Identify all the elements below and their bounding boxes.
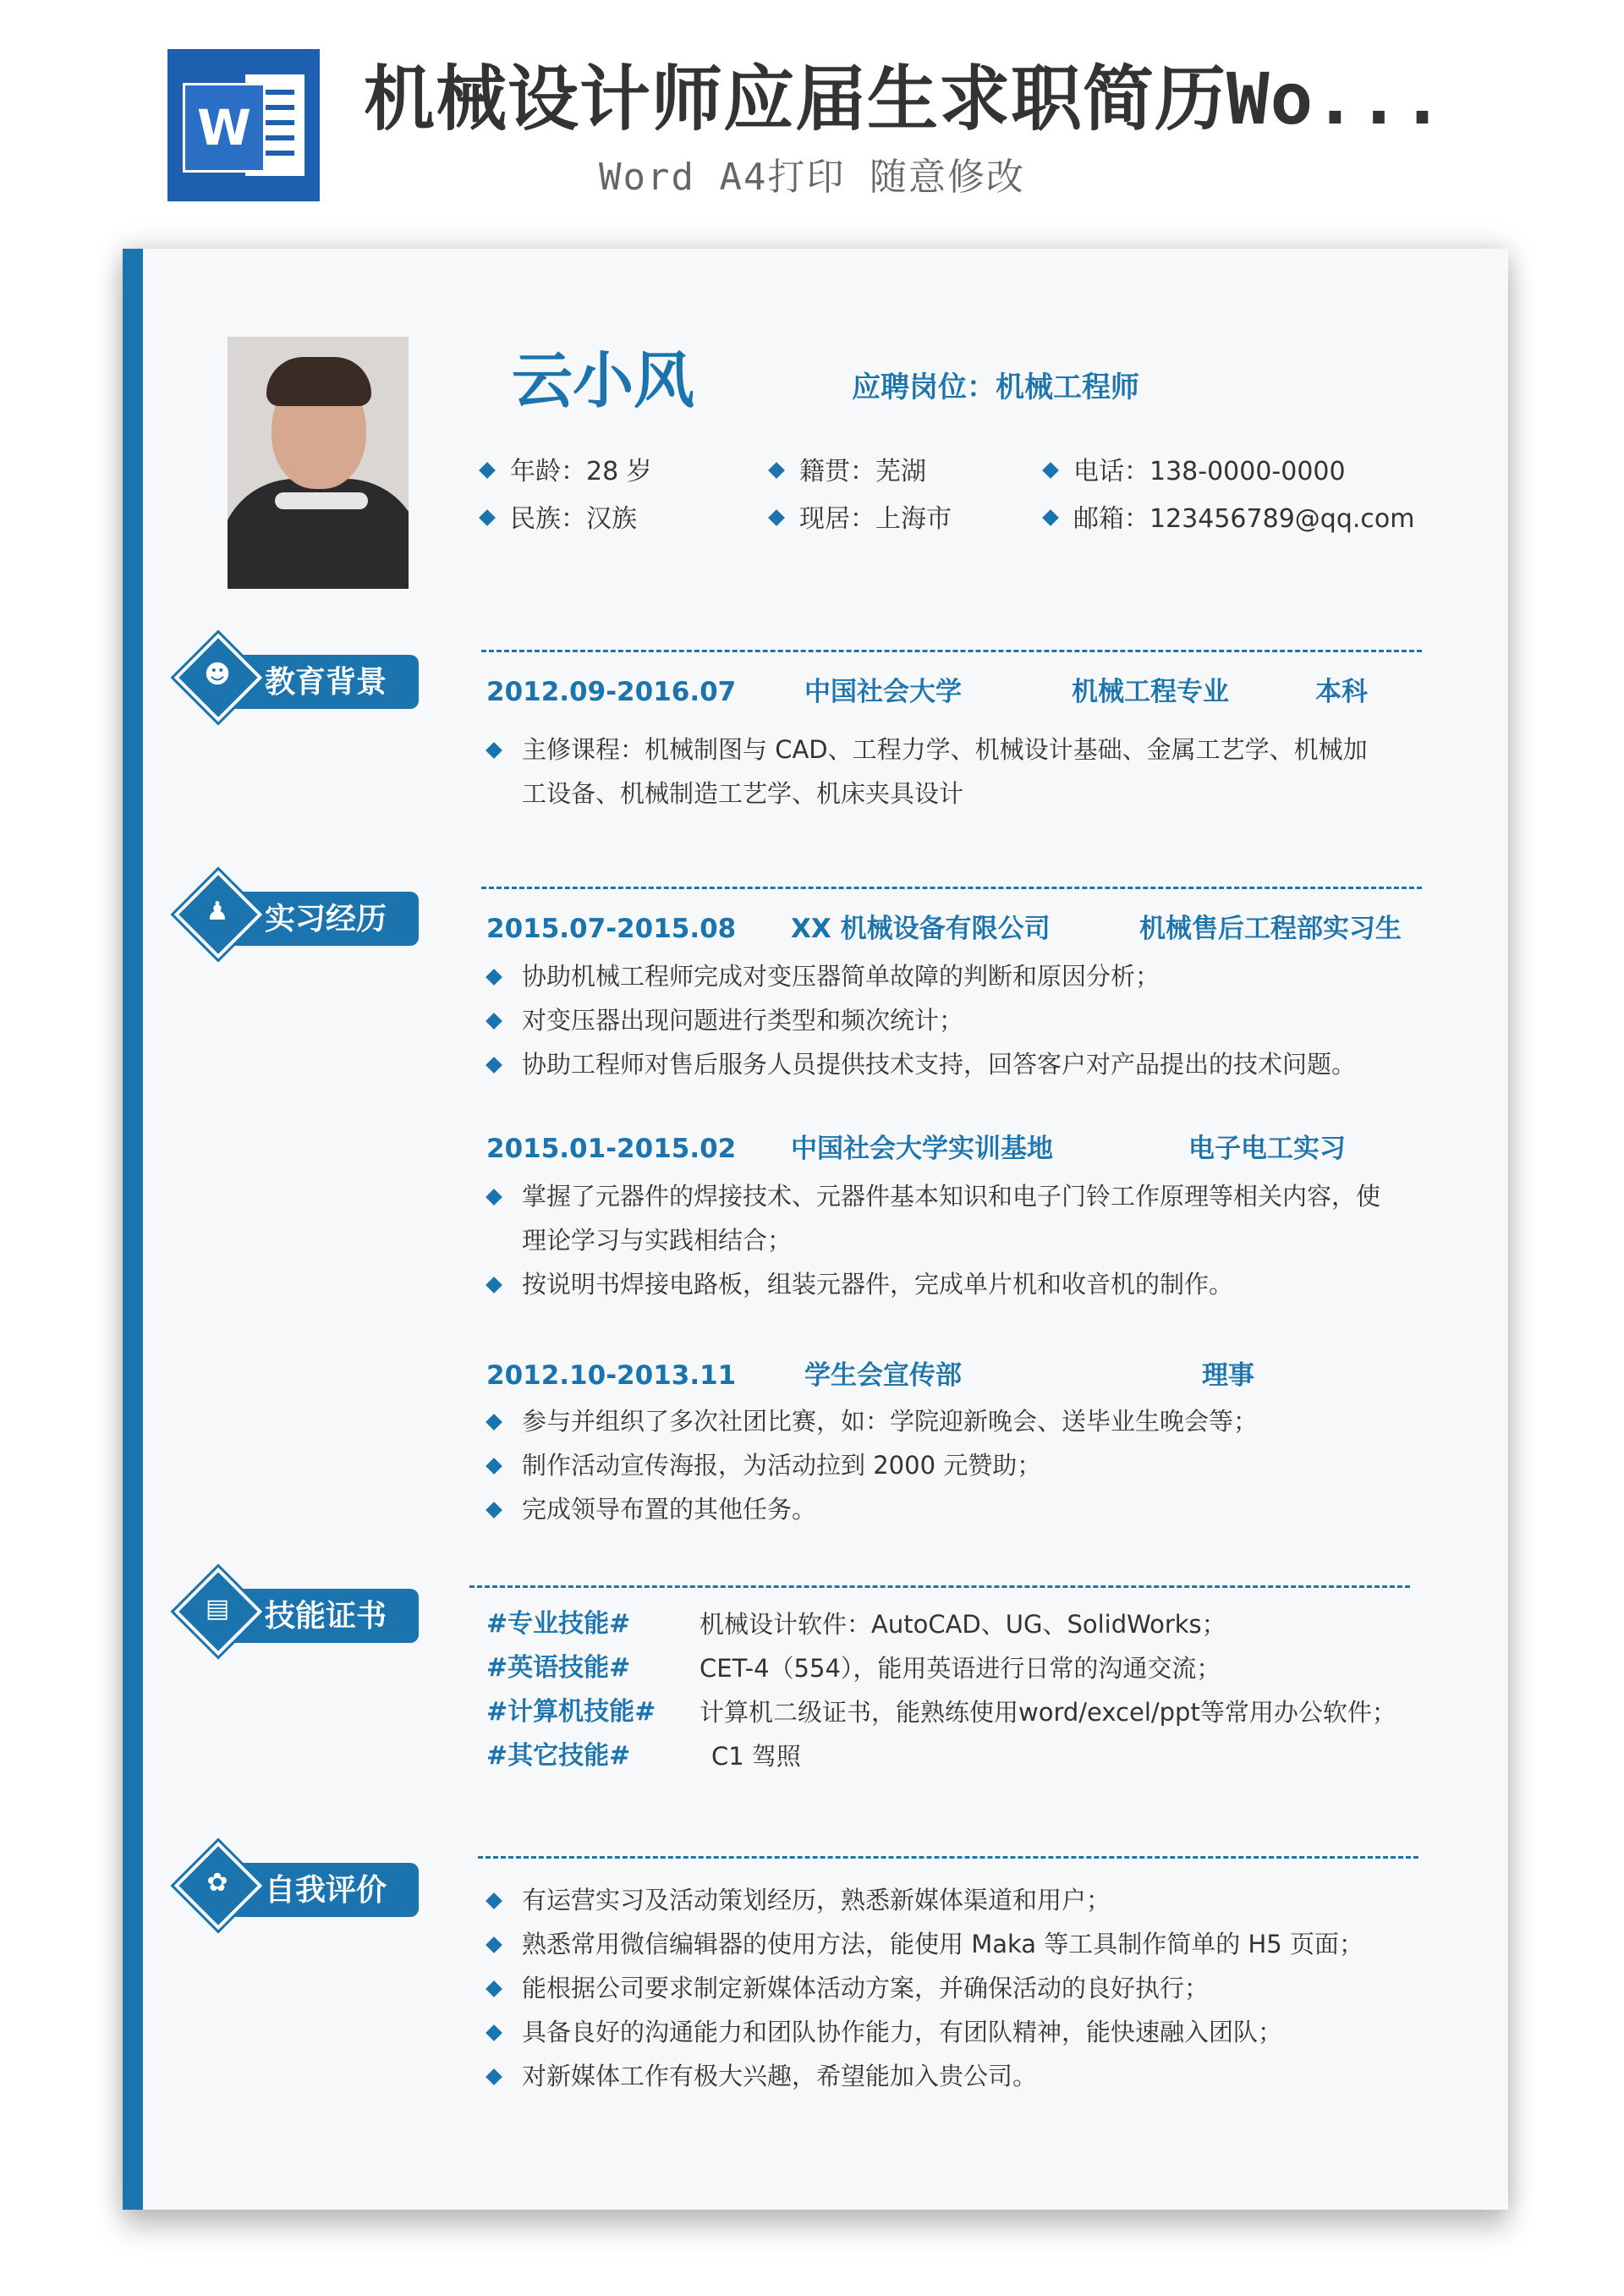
section-education xyxy=(175,634,497,711)
diamond-bullet-icon xyxy=(479,462,496,479)
skill-key: #英语技能# xyxy=(486,1653,631,1683)
diamond-bullet-icon xyxy=(486,1936,502,1953)
diamond-bullet-icon xyxy=(486,1414,502,1431)
diamond-bullet-icon xyxy=(768,509,785,526)
diamond-bullet-icon xyxy=(486,2068,502,2085)
list-item: 掌握了元器件的焊接技术、元器件基本知识和电子门铃工作原理等相关内容，使 理论学习与实践相结合； xyxy=(488,1174,1554,1262)
list-item: 参与并组织了多次社团比赛，如：学院迎新晚会、送毕业生晚会等； xyxy=(488,1399,1554,1443)
list-item: 具备良好的沟通能力和团队协作能力，有团队精神，能快速融入团队； xyxy=(488,2010,1554,2054)
info-email: 邮箱：123456789@qq.com xyxy=(1045,503,1414,536)
section-title-education: 教育背景 xyxy=(265,665,387,700)
job3-org: 学生会宣传部 xyxy=(804,1360,962,1391)
skill-value: 机械设计软件：AutoCAD、UG、SolidWorks； xyxy=(700,1610,1226,1639)
team-icon: ♟ xyxy=(206,897,229,926)
education-school: 中国社会大学 xyxy=(804,677,962,707)
job1-period: 2015.07-2015.08 xyxy=(486,914,737,944)
info-phone: 电话：138-0000-0000 xyxy=(1045,455,1346,489)
list-item: 熟悉常用微信编辑器的使用方法，能使用 Maka 等工具制作简单的 H5 页面； xyxy=(488,1922,1554,1966)
section-title-internship: 实习经历 xyxy=(265,902,387,937)
skill-key: #其它技能# xyxy=(486,1741,631,1771)
divider-skills xyxy=(469,1585,1410,1588)
diamond-bullet-icon xyxy=(486,1189,502,1206)
list-item: 完成领导布置的其他任务。 xyxy=(488,1487,1554,1531)
skill-value: C1 驾照 xyxy=(711,1742,801,1771)
job3-period: 2012.10-2013.11 xyxy=(486,1360,737,1391)
candidate-name: 云小风 xyxy=(512,345,695,416)
skill-value: CET-4（554），能用英语进行日常的沟通交流； xyxy=(700,1654,1221,1683)
leaf-icon: ✿ xyxy=(206,1868,228,1898)
diamond-bullet-icon xyxy=(486,2024,502,2041)
resume-page xyxy=(123,249,1508,2210)
document-subtitle: Word A4打印 随意修改 xyxy=(599,156,1025,199)
job1-org: XX 机械设备有限公司 xyxy=(791,914,1051,944)
diamond-bullet-icon xyxy=(486,969,502,986)
diamond-bullet-icon xyxy=(486,742,502,759)
section-self-evaluation xyxy=(175,1843,497,1919)
list-item: 对新媒体工作有极大兴趣，希望能加入贵公司。 xyxy=(488,2054,1554,2098)
diamond-bullet-icon xyxy=(486,1892,502,1909)
left-accent-bar xyxy=(123,249,143,2210)
diamond-bullet-icon xyxy=(1042,462,1059,479)
diamond-bullet-icon xyxy=(486,1057,502,1074)
diamond-bullet-icon xyxy=(768,462,785,479)
list-item: 主修课程：机械制图与 CAD、工程力学、机械设计基础、金属工艺学、机械加 工设备、机械制造工艺学、机床夹具设计 xyxy=(488,728,1554,816)
list-item: 按说明书焊接电路板，组装元器件，完成单片机和收音机的制作。 xyxy=(488,1262,1554,1306)
people-icon: ☻ xyxy=(204,660,231,689)
list-item: 制作活动宣传海报，为活动拉到 2000 元赞助； xyxy=(488,1443,1554,1487)
education-major: 机械工程专业 xyxy=(1072,677,1229,707)
diamond-bullet-icon xyxy=(486,1502,502,1519)
document-title: 机械设计师应届生求职简历Wo... xyxy=(364,58,1445,140)
section-skills xyxy=(175,1568,497,1645)
job1-role: 机械售后工程部实习生 xyxy=(1139,914,1402,944)
education-period: 2012.09-2016.07 xyxy=(486,677,737,707)
divider-self xyxy=(478,1856,1418,1859)
education-degree: 本科 xyxy=(1315,677,1368,707)
info-age: 年龄：28 岁 xyxy=(481,455,652,489)
job2-org: 中国社会大学实训基地 xyxy=(791,1134,1053,1164)
info-residence: 现居：上海市 xyxy=(771,503,952,536)
certificate-icon: ▤ xyxy=(205,1594,230,1623)
skill-key: #计算机技能# xyxy=(486,1697,656,1727)
profile-photo xyxy=(228,337,409,589)
word-logo-letter: W xyxy=(183,83,266,173)
list-item: 有运营实习及活动策划经历，熟悉新媒体渠道和用户； xyxy=(488,1878,1554,1922)
list-item: 协助工程师对售后服务人员提供技术支持，回答客户对产品提出的技术问题。 xyxy=(488,1042,1554,1086)
divider-internship xyxy=(481,887,1422,889)
section-title-skills: 技能证书 xyxy=(265,1599,387,1634)
section-title-self: 自我评价 xyxy=(265,1873,387,1908)
list-item: 能根据公司要求制定新媒体活动方案，并确保活动的良好执行； xyxy=(488,1966,1554,2010)
diamond-bullet-icon xyxy=(1042,509,1059,526)
job2-period: 2015.01-2015.02 xyxy=(486,1134,737,1164)
list-item: 对变压器出现问题进行类型和频次统计； xyxy=(488,998,1554,1042)
info-ethnicity: 民族：汉族 xyxy=(481,503,637,536)
skill-key: #专业技能# xyxy=(486,1609,631,1639)
info-hometown: 籍贯：芜湖 xyxy=(771,455,926,489)
job2-role: 电子电工实习 xyxy=(1188,1134,1346,1164)
divider-education xyxy=(481,650,1422,652)
skill-value: 计算机二级证书，能熟练使用word/excel/ppt等常用办公软件； xyxy=(700,1698,1396,1727)
diamond-bullet-icon xyxy=(486,1980,502,1997)
job3-role: 理事 xyxy=(1202,1360,1254,1391)
target-position: 应聘岗位：机械工程师 xyxy=(852,371,1139,404)
diamond-bullet-icon xyxy=(486,1458,502,1475)
list-item: 协助机械工程师完成对变压器简单故障的判断和原因分析； xyxy=(488,954,1554,998)
diamond-bullet-icon xyxy=(479,509,496,526)
diamond-bullet-icon xyxy=(486,1277,502,1294)
diamond-bullet-icon xyxy=(486,1013,502,1030)
section-internship xyxy=(175,871,497,948)
